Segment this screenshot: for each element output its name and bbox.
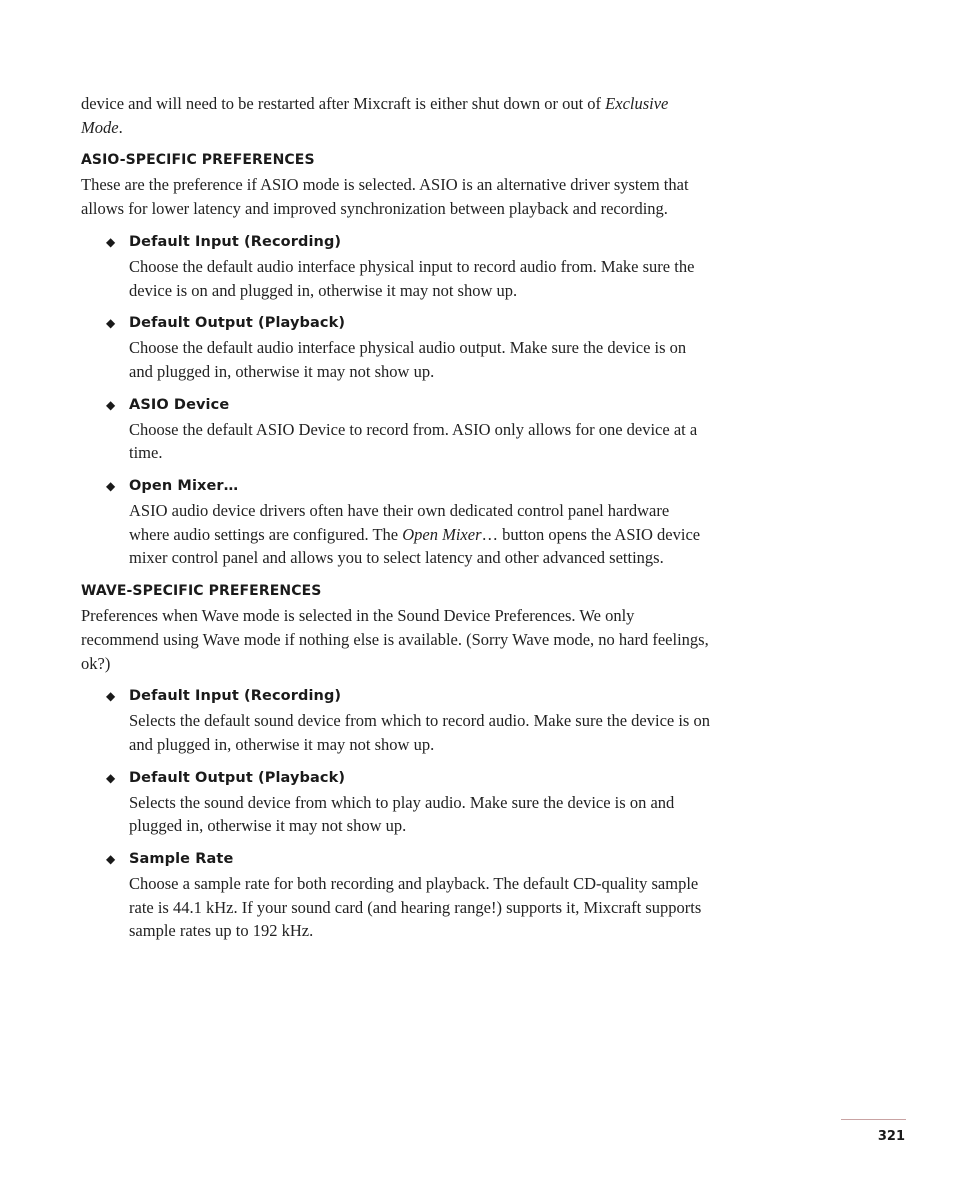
asio-item-default-output bbox=[81, 314, 711, 383]
item-title: Default Input (Recording) bbox=[129, 688, 342, 705]
wave-item-default-input bbox=[81, 687, 711, 756]
item-text: Choose the default audio interface physical audio output. Make sure the device is on and plugged in, otherwise it may not show up. bbox=[129, 338, 687, 381]
item-title: Default Output (Playback) bbox=[129, 769, 346, 786]
page-number: 321 bbox=[877, 1129, 905, 1144]
item-title: Default Input (Recording) bbox=[129, 233, 342, 250]
asio-item-asio-device bbox=[81, 396, 711, 465]
diamond-bullet-icon: ◆ bbox=[106, 689, 116, 704]
diamond-bullet-icon: ◆ bbox=[106, 316, 116, 331]
intro-italic: Exclusive Mode bbox=[81, 94, 669, 137]
intro-paragraph: device and will need to be restarted after Mixcraft is either shut down or out of Exclusive Mode. bbox=[81, 94, 669, 137]
item-title: Default Output (Playback) bbox=[129, 315, 346, 332]
item-text: Selects the sound device from which to play audio. Make sure the device is on and plugged in, otherwise it may not show up. bbox=[129, 792, 675, 836]
wave-intro: Preferences when Wave mode is selected in the Sound Device Preferences. We only recommend using Wave mode if nothing else is available. (Sorry Wave mode, no hard feelings, ok?) bbox=[81, 606, 709, 673]
footer-rule bbox=[841, 1119, 906, 1120]
wave-item-default-output bbox=[81, 769, 711, 838]
item-text: Selects the default sound device from which to record audio. Make sure the device is on and plugged in, otherwise it may not show up. bbox=[129, 711, 710, 754]
diamond-bullet-icon: ◆ bbox=[106, 479, 116, 494]
item-title: ASIO Device bbox=[129, 396, 230, 413]
item-title: Open Mixer… bbox=[129, 478, 239, 495]
asio-intro: These are the preference if ASIO mode is selected. ASIO is an alternative driver system that allows for lower latency and improved synchronization between playback and recording. bbox=[81, 175, 689, 219]
diamond-bullet-icon: ◆ bbox=[106, 397, 116, 412]
asio-item-default-input bbox=[81, 233, 711, 302]
item-text: ASIO audio device drivers often have their own dedicated control panel hardware where audio settings are configured. The Open Mixer… button opens the ASIO device mixer control panel and allows you to select latency and other advanced settings. bbox=[129, 501, 701, 568]
diamond-bullet-icon: ◆ bbox=[106, 852, 116, 867]
item-text: Choose a sample rate for both recording and playback. The default CD-quality sample rate is 44.1 kHz. If your sound card (and hearing range!) supports it, Mixcraft supports sample rates up to 192 kHz. bbox=[129, 874, 702, 941]
item-text: Choose the default ASIO Device to record from. ASIO only allows for one device at a time. bbox=[129, 419, 698, 463]
item-title: Sample Rate bbox=[129, 851, 234, 868]
diamond-bullet-icon: ◆ bbox=[106, 234, 116, 249]
asio-heading: ASIO-SPECIFIC PREFERENCES bbox=[81, 152, 315, 169]
asio-item-open-mixer bbox=[81, 477, 711, 570]
diamond-bullet-icon: ◆ bbox=[106, 770, 116, 785]
wave-item-sample-rate bbox=[81, 850, 711, 943]
item-text: Choose the default audio interface physical input to record audio from. Make sure the device is on and plugged in, otherwise it may not show up. bbox=[129, 256, 695, 300]
wave-heading: WAVE-SPECIFIC PREFERENCES bbox=[81, 583, 322, 600]
page-content bbox=[81, 92, 711, 943]
